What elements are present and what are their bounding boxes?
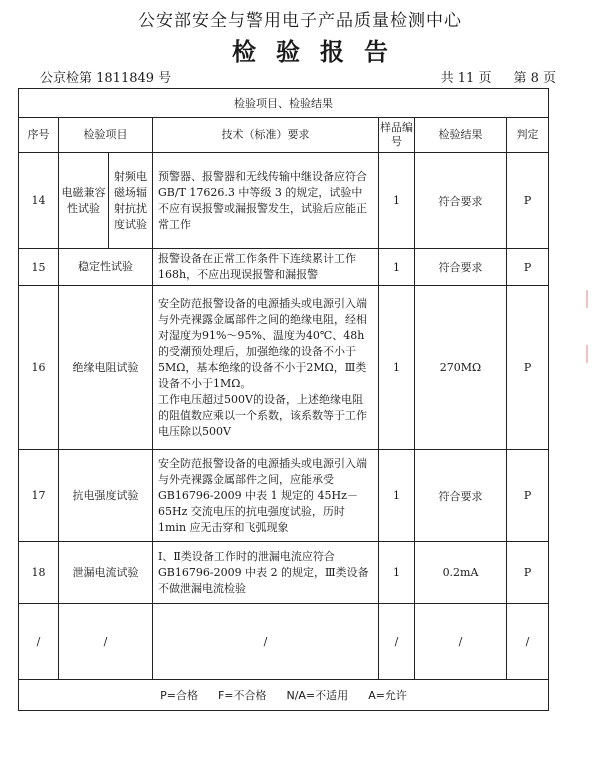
col-header-item: 检验项目 [59,118,153,153]
test-result: / [415,604,507,680]
requirement-paragraph: 安全防范报警设备的电源插头或电源引入端与外壳裸露金属部件之间，应能承受GB16796-2009 中表 1 规定的 45Hz－65Hz 交流电压的抗电强度试验，历时 1min 应无击穿和飞弧现象 [158,456,367,534]
row-number: 15 [19,249,59,286]
requirement-paragraph: 预警器、报警器和无线传输中继设备应符合 GB/T 17626.3 中等级 3 的规定，试验中不应有误报警或漏报警发生，试验后应能正常工作 [158,169,367,231]
sample-number: 1 [379,249,415,286]
requirement-paragraph: / [263,634,268,648]
report-number: 公京检第 1811849 号 [40,71,172,86]
sample-number: / [379,604,415,680]
col-header-requirement: 技术（标准）要求 [153,118,379,153]
requirement-paragraph: 工作电压超过500V的设备，上述绝缘电阻的阻值数应乘以一个系数，该系数等于工作电压除以500V [158,392,367,438]
technical-requirement [153,249,379,286]
table-row [19,249,549,286]
sample-number: 1 [379,450,415,542]
sample-number: 1 [379,286,415,450]
sample-number: 1 [379,153,415,249]
verdict: / [507,604,549,680]
table-row [19,450,549,542]
issuing-organization: 公安部安全与警用电子产品质量检测中心 [138,11,462,31]
page-info [441,67,556,86]
requirement-paragraph: 报警设备在正常工作条件下连续累计工作 168h，不应出现误报警和漏报警 [158,252,356,281]
verdict: P [507,450,549,542]
verdict: P [507,542,549,604]
sample-number: 1 [379,542,415,604]
test-subitem: 射频电磁场辐射抗扰度试验 [109,153,153,249]
technical-requirement [153,286,379,450]
row-number: 16 [19,286,59,450]
table-row [19,542,549,604]
verdict-legend [19,680,549,711]
legend-row [19,680,549,711]
header-row [19,118,549,153]
technical-requirement [153,604,379,680]
col-header-sample-no: 样品编号 [379,118,415,153]
col-header-result: 检验结果 [415,118,507,153]
seal-edge-mark [586,290,600,308]
row-number: 17 [19,450,59,542]
technical-requirement [153,153,379,249]
report-title: 检验报告 [232,37,408,66]
row-number: 18 [19,542,59,604]
test-result: 符合要求 [415,153,507,249]
col-header-verdict: 判定 [507,118,549,153]
legend-entry: P=合格 [160,689,198,702]
test-item: / [59,604,153,680]
test-item: 抗电强度试验 [59,450,153,542]
col-header-no: 序号 [19,118,59,153]
total-pages: 共 11 页 [440,71,492,86]
test-result: 0.2mA [415,542,507,604]
table-row [19,286,549,450]
row-number: / [19,604,59,680]
requirement-paragraph: 安全防范报警设备的电源插头或电源引入端与外壳裸露金属部件之间的绝缘电阻，经相对湿度为91%～95%、温度为40℃、48h的受潮预处理后，加强绝缘的设备不小于5MΩ，基本绝缘的设备不小于2MΩ，Ⅲ类设备不小于1MΩ。 [158,296,367,390]
seal-edge-mark [586,345,600,363]
test-item: 稳定性试验 [59,249,153,286]
test-item: 电磁兼容性试验 [59,153,109,249]
legend-entry: F=不合格 [217,689,267,702]
verdict: P [507,153,549,249]
page-number: 第 8 页 [513,71,556,86]
test-item: 绝缘电阻试验 [59,286,153,450]
test-result: 符合要求 [415,450,507,542]
technical-requirement [153,450,379,542]
legend-entry: A=允许 [368,689,407,702]
row-number: 14 [19,153,59,249]
verdict: P [507,286,549,450]
table-row [19,604,549,680]
test-item: 泄漏电流试验 [59,542,153,604]
test-result: 符合要求 [415,249,507,286]
inspection-results-table [18,88,549,711]
requirement-paragraph: Ⅰ、Ⅱ类设备工作时的泄漏电流应符合GB16796-2009 中表 2 的规定，Ⅲ类设备不做泄漏电流检验 [158,549,369,595]
legend-entry: N/A=不适用 [286,689,349,702]
technical-requirement [153,542,379,604]
verdict: P [507,249,549,286]
table-row [19,153,549,249]
test-result: 270MΩ [415,286,507,450]
section-title-row [19,89,549,118]
section-title: 检验项目、检验结果 [19,89,549,118]
